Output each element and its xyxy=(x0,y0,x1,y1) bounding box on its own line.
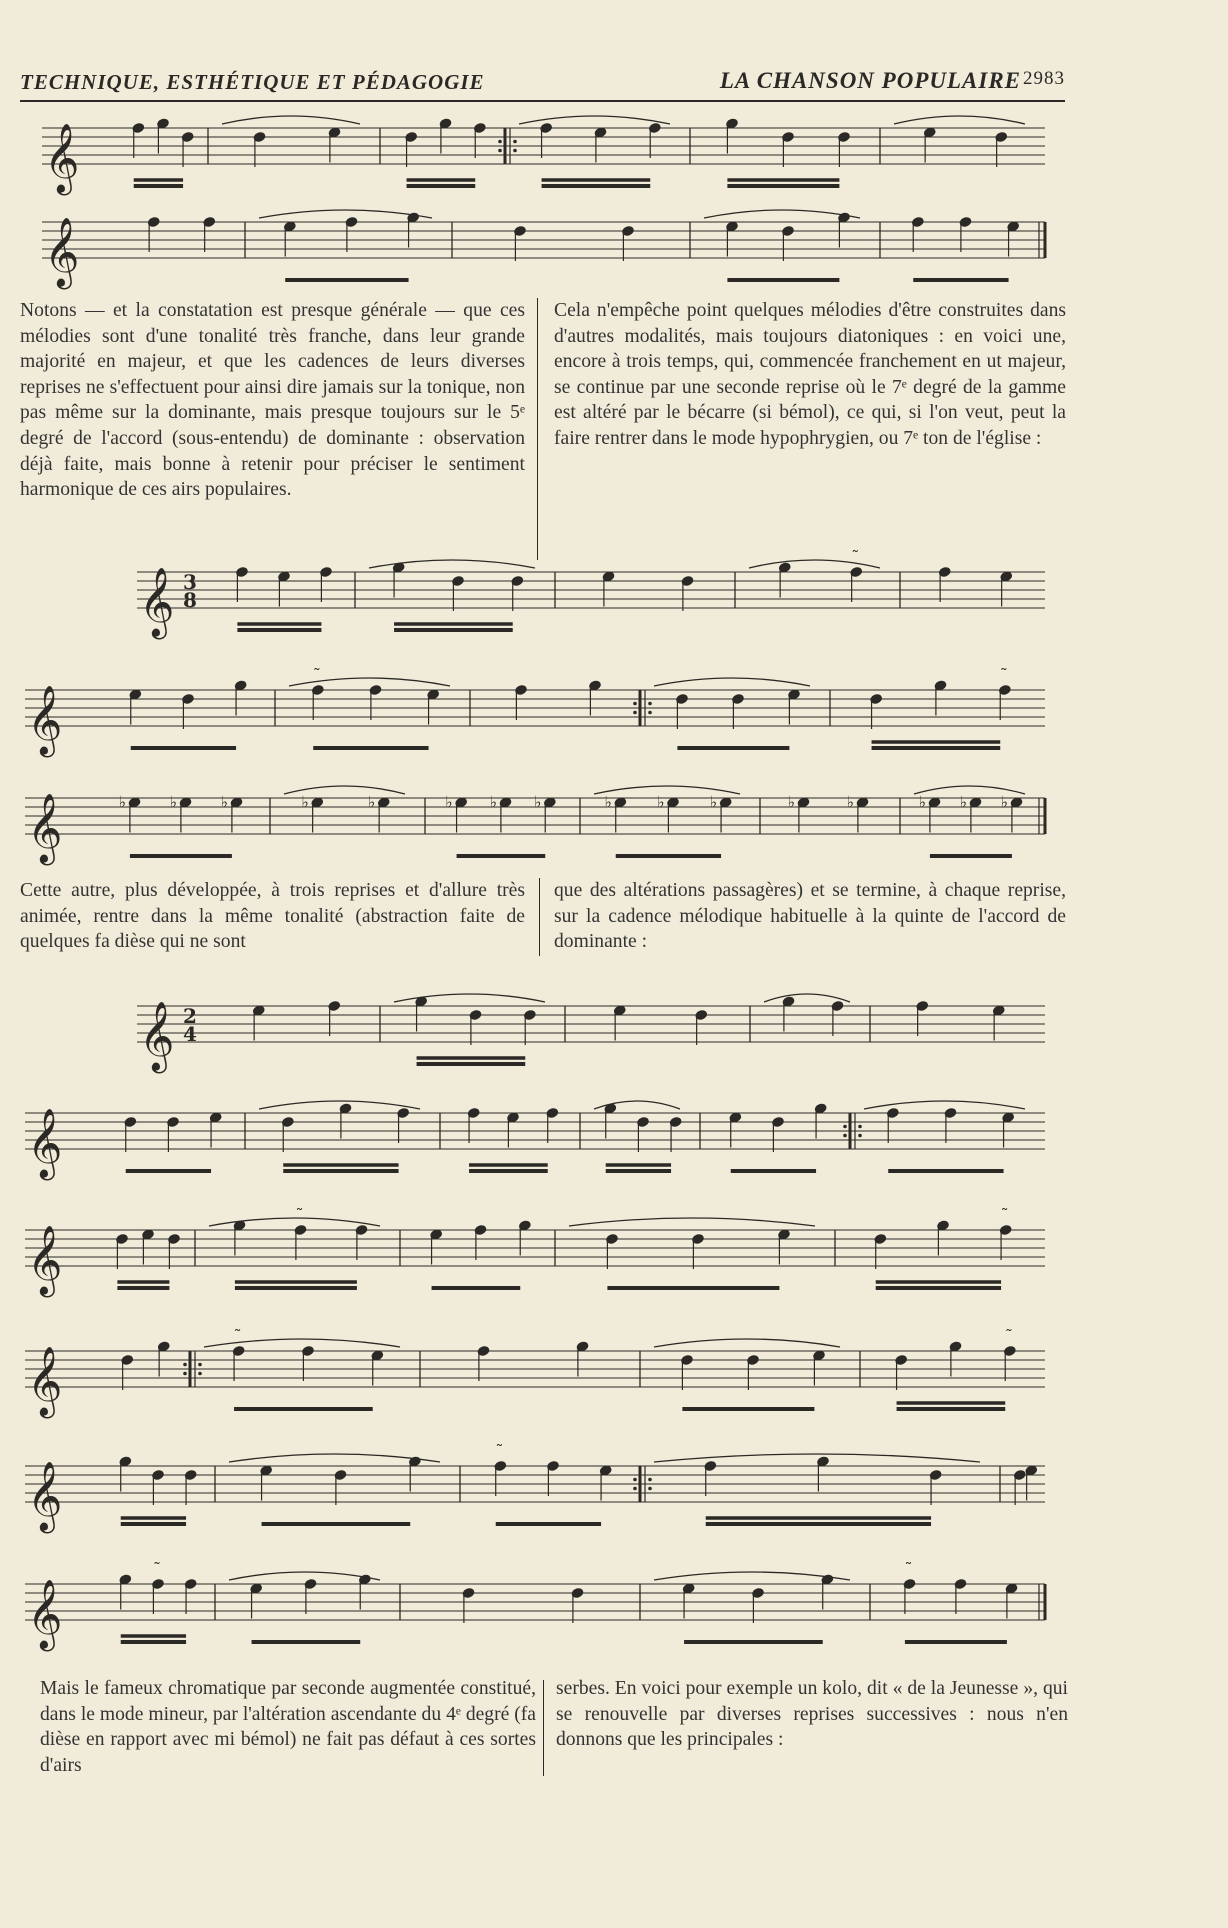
slur xyxy=(222,116,360,124)
accidental-icon: ♭ xyxy=(489,792,498,812)
treble-clef-icon: 𝄞 xyxy=(139,567,175,637)
treble-clef-icon: 𝄞 xyxy=(27,1108,63,1178)
treble-clef-icon: 𝄞 xyxy=(27,685,63,755)
accidental-icon: ♭ xyxy=(709,792,718,812)
slur xyxy=(864,1101,1025,1109)
repeat-dot xyxy=(498,140,502,144)
repeat-dot xyxy=(633,711,637,715)
repeat-dot xyxy=(513,140,517,144)
repeat-dot xyxy=(858,1134,862,1138)
slur xyxy=(229,1572,380,1580)
repeat-dot xyxy=(648,711,652,715)
ornament-mordent-icon: ˜ xyxy=(495,1441,504,1460)
accidental-icon: ♭ xyxy=(445,792,453,812)
repeat-dot xyxy=(633,702,637,706)
slur xyxy=(654,1454,980,1462)
accidental-icon: ♭ xyxy=(301,792,309,812)
repeat-dot xyxy=(183,1363,187,1367)
header-right-title: LA CHANSON POPULAIRE xyxy=(719,68,1021,93)
repeat-dot xyxy=(183,1372,187,1376)
paragraph-s3-left xyxy=(40,1676,536,1778)
treble-clef-icon: 𝄞 xyxy=(139,1001,175,1071)
slur xyxy=(229,1454,440,1462)
accidental-icon: ♭ xyxy=(118,792,127,812)
accidental-icon: ♭ xyxy=(657,792,665,812)
slur xyxy=(749,560,880,568)
treble-clef-icon: 𝄞 xyxy=(27,1346,63,1416)
ornament-mordent-icon: ˜ xyxy=(904,1559,913,1578)
text-s1-left: Notons — et la constatation est presque générale — que ces mélodies sont d'une tonalité très franche, dans leur grande majorité en majeur, et que les cadences de leurs diverses reprises ne s'effectuent pour ainsi dire jamais sur la tonique, non pas même sur la dominante, mais presque toujours sur le 5ᵉ degré de l'accord (sous-entendu) de dominante : observation déjà faite, mais bonne à retenir pour préciser le sentiment harmonique de ces airs populaires. xyxy=(20,300,525,501)
repeat-dot xyxy=(633,1487,637,1491)
text-s3-right: serbes. En voici pour exemple un kolo, dit « de la Jeunesse », qui se renouvelle par diverses reprises successives : nous n'en donnons que les principales : xyxy=(556,1678,1068,1751)
header-left-title: TECHNIQUE, ESTHÉTIQUE ET PÉDAGOGIE xyxy=(20,70,485,94)
treble-clef-icon: 𝄞 xyxy=(44,217,80,287)
accidental-icon: ♭ xyxy=(604,792,612,812)
accidental-icon: ♭ xyxy=(220,792,229,812)
ornament-mordent-icon: ˜ xyxy=(1004,1326,1013,1345)
repeat-dot xyxy=(513,149,517,153)
time-signature-denominator: 8 xyxy=(183,588,197,612)
text-s2-left: Cette autre, plus développée, à trois reprises et d'allure très animée, rentre dans la même tonalité (abstraction faite de quelques fa dièse qui ne sont xyxy=(20,880,525,953)
repeat-dot xyxy=(198,1363,202,1367)
repeat-dot xyxy=(633,1478,637,1482)
time-signature-numerator: 2 xyxy=(183,1004,197,1028)
slur xyxy=(569,1218,815,1226)
paragraph-s2-right xyxy=(554,878,1066,955)
treble-clef-icon: 𝄞 xyxy=(27,1579,63,1649)
column-rule xyxy=(537,298,538,560)
ornament-mordent-icon: ˜ xyxy=(1000,1205,1009,1224)
paragraph-s1-right xyxy=(554,298,1066,452)
slur xyxy=(914,786,1025,794)
text-s1-right: Cela n'empêche point quelques mélodies d'être construites dans d'autres modalités, mais toujours diatoniques : en voici une, encore à trois temps, qui, commencée franchement en ut majeur, se continue par une seconde reprise où le 7ᵉ degré de la gamme est altéré par le bécarre (si bémol), ce qui, si l'on veut, peut la faire rentrer dans le mode hypophrygien, ou 7ᵉ ton de l'église : xyxy=(554,300,1066,449)
ornament-mordent-icon: ˜ xyxy=(295,1205,304,1224)
ornament-mordent-icon: ˜ xyxy=(153,1559,161,1578)
accidental-icon: ♭ xyxy=(169,792,178,812)
column-rule xyxy=(543,1680,544,1776)
accidental-icon: ♭ xyxy=(959,792,968,812)
repeat-dot xyxy=(843,1125,847,1129)
ornament-mordent-icon: ˜ xyxy=(999,665,1008,684)
repeat-dot xyxy=(648,1478,652,1482)
repeat-dot xyxy=(498,149,502,153)
accidental-icon: ♭ xyxy=(787,792,796,812)
slur xyxy=(894,116,1025,124)
treble-clef-icon: 𝄞 xyxy=(27,793,63,863)
column-rule xyxy=(539,878,540,956)
slur xyxy=(654,1572,850,1580)
time-signature-denominator: 4 xyxy=(183,1022,197,1046)
paragraph-s3-right xyxy=(556,1676,1068,1753)
repeat-dot xyxy=(198,1372,202,1376)
accidental-icon: ♭ xyxy=(533,792,542,812)
time-signature-numerator: 3 xyxy=(183,570,197,594)
accidental-icon: ♭ xyxy=(918,792,927,812)
ornament-mordent-icon: ˜ xyxy=(233,1326,242,1345)
slur xyxy=(594,786,740,794)
slur xyxy=(764,994,850,1002)
treble-clef-icon: 𝄞 xyxy=(44,123,80,193)
page-number: 2983 xyxy=(1023,68,1065,89)
slur xyxy=(704,210,860,218)
slur xyxy=(654,1339,840,1347)
repeat-dot xyxy=(858,1125,862,1129)
treble-clef-icon: 𝄞 xyxy=(27,1225,63,1295)
repeat-dot xyxy=(648,1487,652,1491)
text-s2-right: que des altérations passagères) et se termine, à chaque reprise, sur la cadence mélodique habituelle à la quinte de l'accord de dominante : xyxy=(554,880,1066,953)
ornament-mordent-icon: ˜ xyxy=(851,547,860,566)
ornament-mordent-icon: ˜ xyxy=(312,665,321,684)
paragraph-s1-left xyxy=(20,298,525,503)
slur xyxy=(654,678,810,686)
accidental-icon: ♭ xyxy=(1000,792,1009,812)
text-s3-left: Mais le fameux chromatique par seconde augmentée constitué, dans le mode mineur, par l'altération ascendante du 4ᵉ degré (fa dièse en rapport avec mi bémol) ne fait pas défaut à ces sortes d'airs xyxy=(40,1678,536,1776)
slur xyxy=(519,116,670,124)
repeat-dot xyxy=(843,1134,847,1138)
paragraph-s2-left xyxy=(20,878,525,955)
accidental-icon: ♭ xyxy=(367,792,376,812)
slur xyxy=(259,210,432,218)
repeat-dot xyxy=(648,702,652,706)
slur xyxy=(259,1101,420,1109)
treble-clef-icon: 𝄞 xyxy=(27,1461,63,1531)
accidental-icon: ♭ xyxy=(846,792,855,812)
